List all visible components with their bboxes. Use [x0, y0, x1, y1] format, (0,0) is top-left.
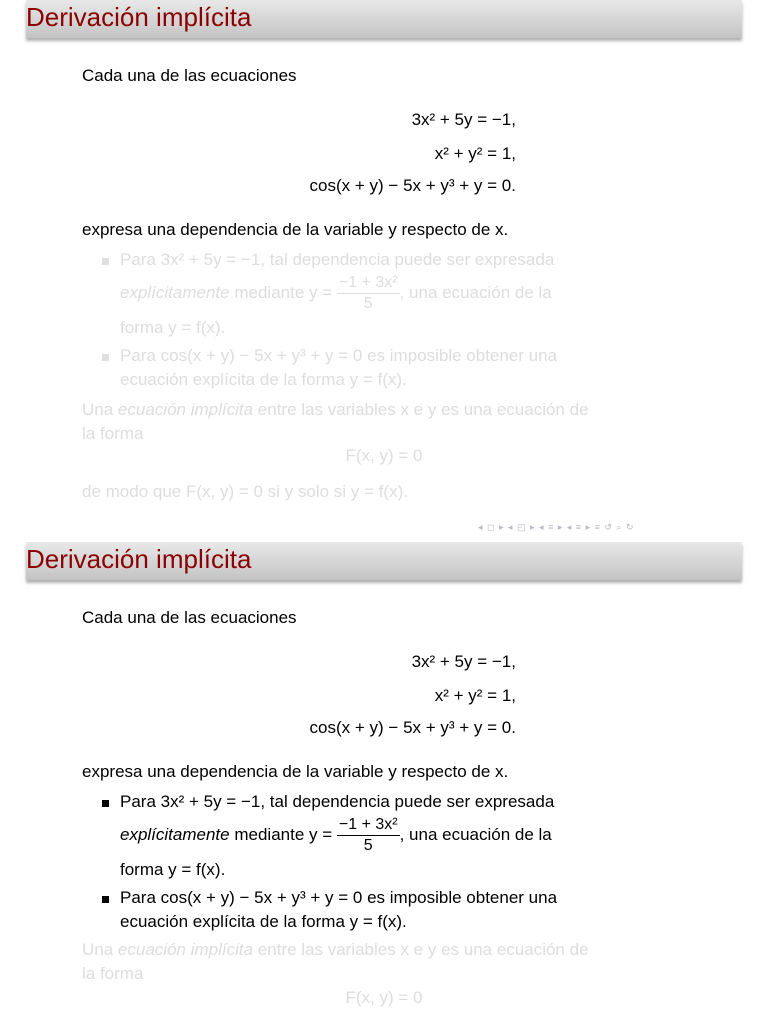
implicit-def-after: entre las variables x e y es una ecuación de [253, 400, 589, 419]
implicit-def-final: de modo que F(x, y) = 0 si y solo si y = f(x). [82, 482, 408, 501]
dependency-text: expresa una dependencia de la variable y respecto de x. [82, 762, 509, 781]
bullet-marker-1 [102, 800, 109, 807]
implicit-def-term: ecuación implícita [117, 400, 254, 419]
slide-2 [0, 542, 768, 1024]
bullet-marker-1 [102, 258, 109, 265]
fraction-numerator: −1 + 3x² [337, 816, 400, 836]
bullet2-line2: ecuación explícita de la forma y = f(x). [120, 912, 407, 931]
equation-3: cos(x + y) − 5x + y³ + y = 0. [309, 718, 516, 737]
slide-title: Derivación implícita [26, 544, 252, 574]
beamer-nav-bar[interactable]: ◂ ◻ ▸ ◂ ◰ ▸ ◂ ≡ ▸ ◂ ≡ ▸ ≡ ↺ ⌕ ↻ [478, 522, 635, 532]
bullet1-line3: forma y = f(x). [120, 860, 226, 879]
bullet-marker-2 [102, 896, 109, 903]
after-fraction-text: , una ecuación de la [399, 824, 552, 844]
implicit-def-after: entre las variables x e y es una ecuación de [253, 940, 589, 959]
equation-1: 3x² + 5y = −1, [411, 110, 516, 129]
slide-title: Derivación implícita [26, 2, 252, 32]
implicit-def-line1 [82, 400, 589, 420]
bullet1-line2 [120, 274, 552, 313]
equation-2: x² + y² = 1, [434, 686, 516, 705]
equation-1: 3x² + 5y = −1, [411, 652, 516, 671]
bullet2-line1: Para cos(x + y) − 5x + y³ + y = 0 es imposible obtener una [120, 888, 558, 907]
mediante-text: mediante y = [229, 282, 337, 302]
explicit-word: explícitamente [120, 282, 230, 302]
implicit-def-term: ecuación implícita [117, 940, 254, 959]
bullet2-line1: Para cos(x + y) − 5x + y³ + y = 0 es imposible obtener una [120, 346, 558, 365]
fraction-denominator: 5 [363, 295, 373, 312]
bullet1-line1: Para 3x² + 5y = −1, tal dependencia puede ser expresada [120, 792, 555, 811]
fraction-numerator: −1 + 3x² [337, 274, 400, 294]
implicit-def-line1 [82, 940, 589, 960]
equation-2: x² + y² = 1, [434, 144, 516, 163]
bullet1-line2 [120, 816, 552, 855]
mediante-text: mediante y = [229, 824, 337, 844]
dependency-text: expresa una dependencia de la variable y respecto de x. [82, 220, 509, 239]
after-fraction-text: , una ecuación de la [399, 282, 552, 302]
implicit-def-line2: la forma [82, 424, 144, 443]
implicit-equation: F(x, y) = 0 [345, 446, 423, 465]
bullet1-line3: forma y = f(x). [120, 318, 226, 337]
explicit-word: explícitamente [120, 824, 230, 844]
implicit-def-before: Una [82, 400, 118, 419]
bullet-marker-2 [102, 354, 109, 361]
implicit-equation: F(x, y) = 0 [345, 988, 423, 1007]
equation-3: cos(x + y) − 5x + y³ + y = 0. [309, 176, 516, 195]
fraction [337, 274, 400, 313]
fraction [337, 816, 400, 855]
intro-text: Cada una de las ecuaciones [82, 66, 297, 85]
bullet1-line1: Para 3x² + 5y = −1, tal dependencia puede ser expresada [120, 250, 555, 269]
fraction-denominator: 5 [363, 837, 373, 854]
implicit-def-before: Una [82, 940, 118, 959]
bullet2-line2: ecuación explícita de la forma y = f(x). [120, 370, 407, 389]
intro-text: Cada una de las ecuaciones [82, 608, 297, 627]
implicit-def-line2: la forma [82, 964, 144, 983]
